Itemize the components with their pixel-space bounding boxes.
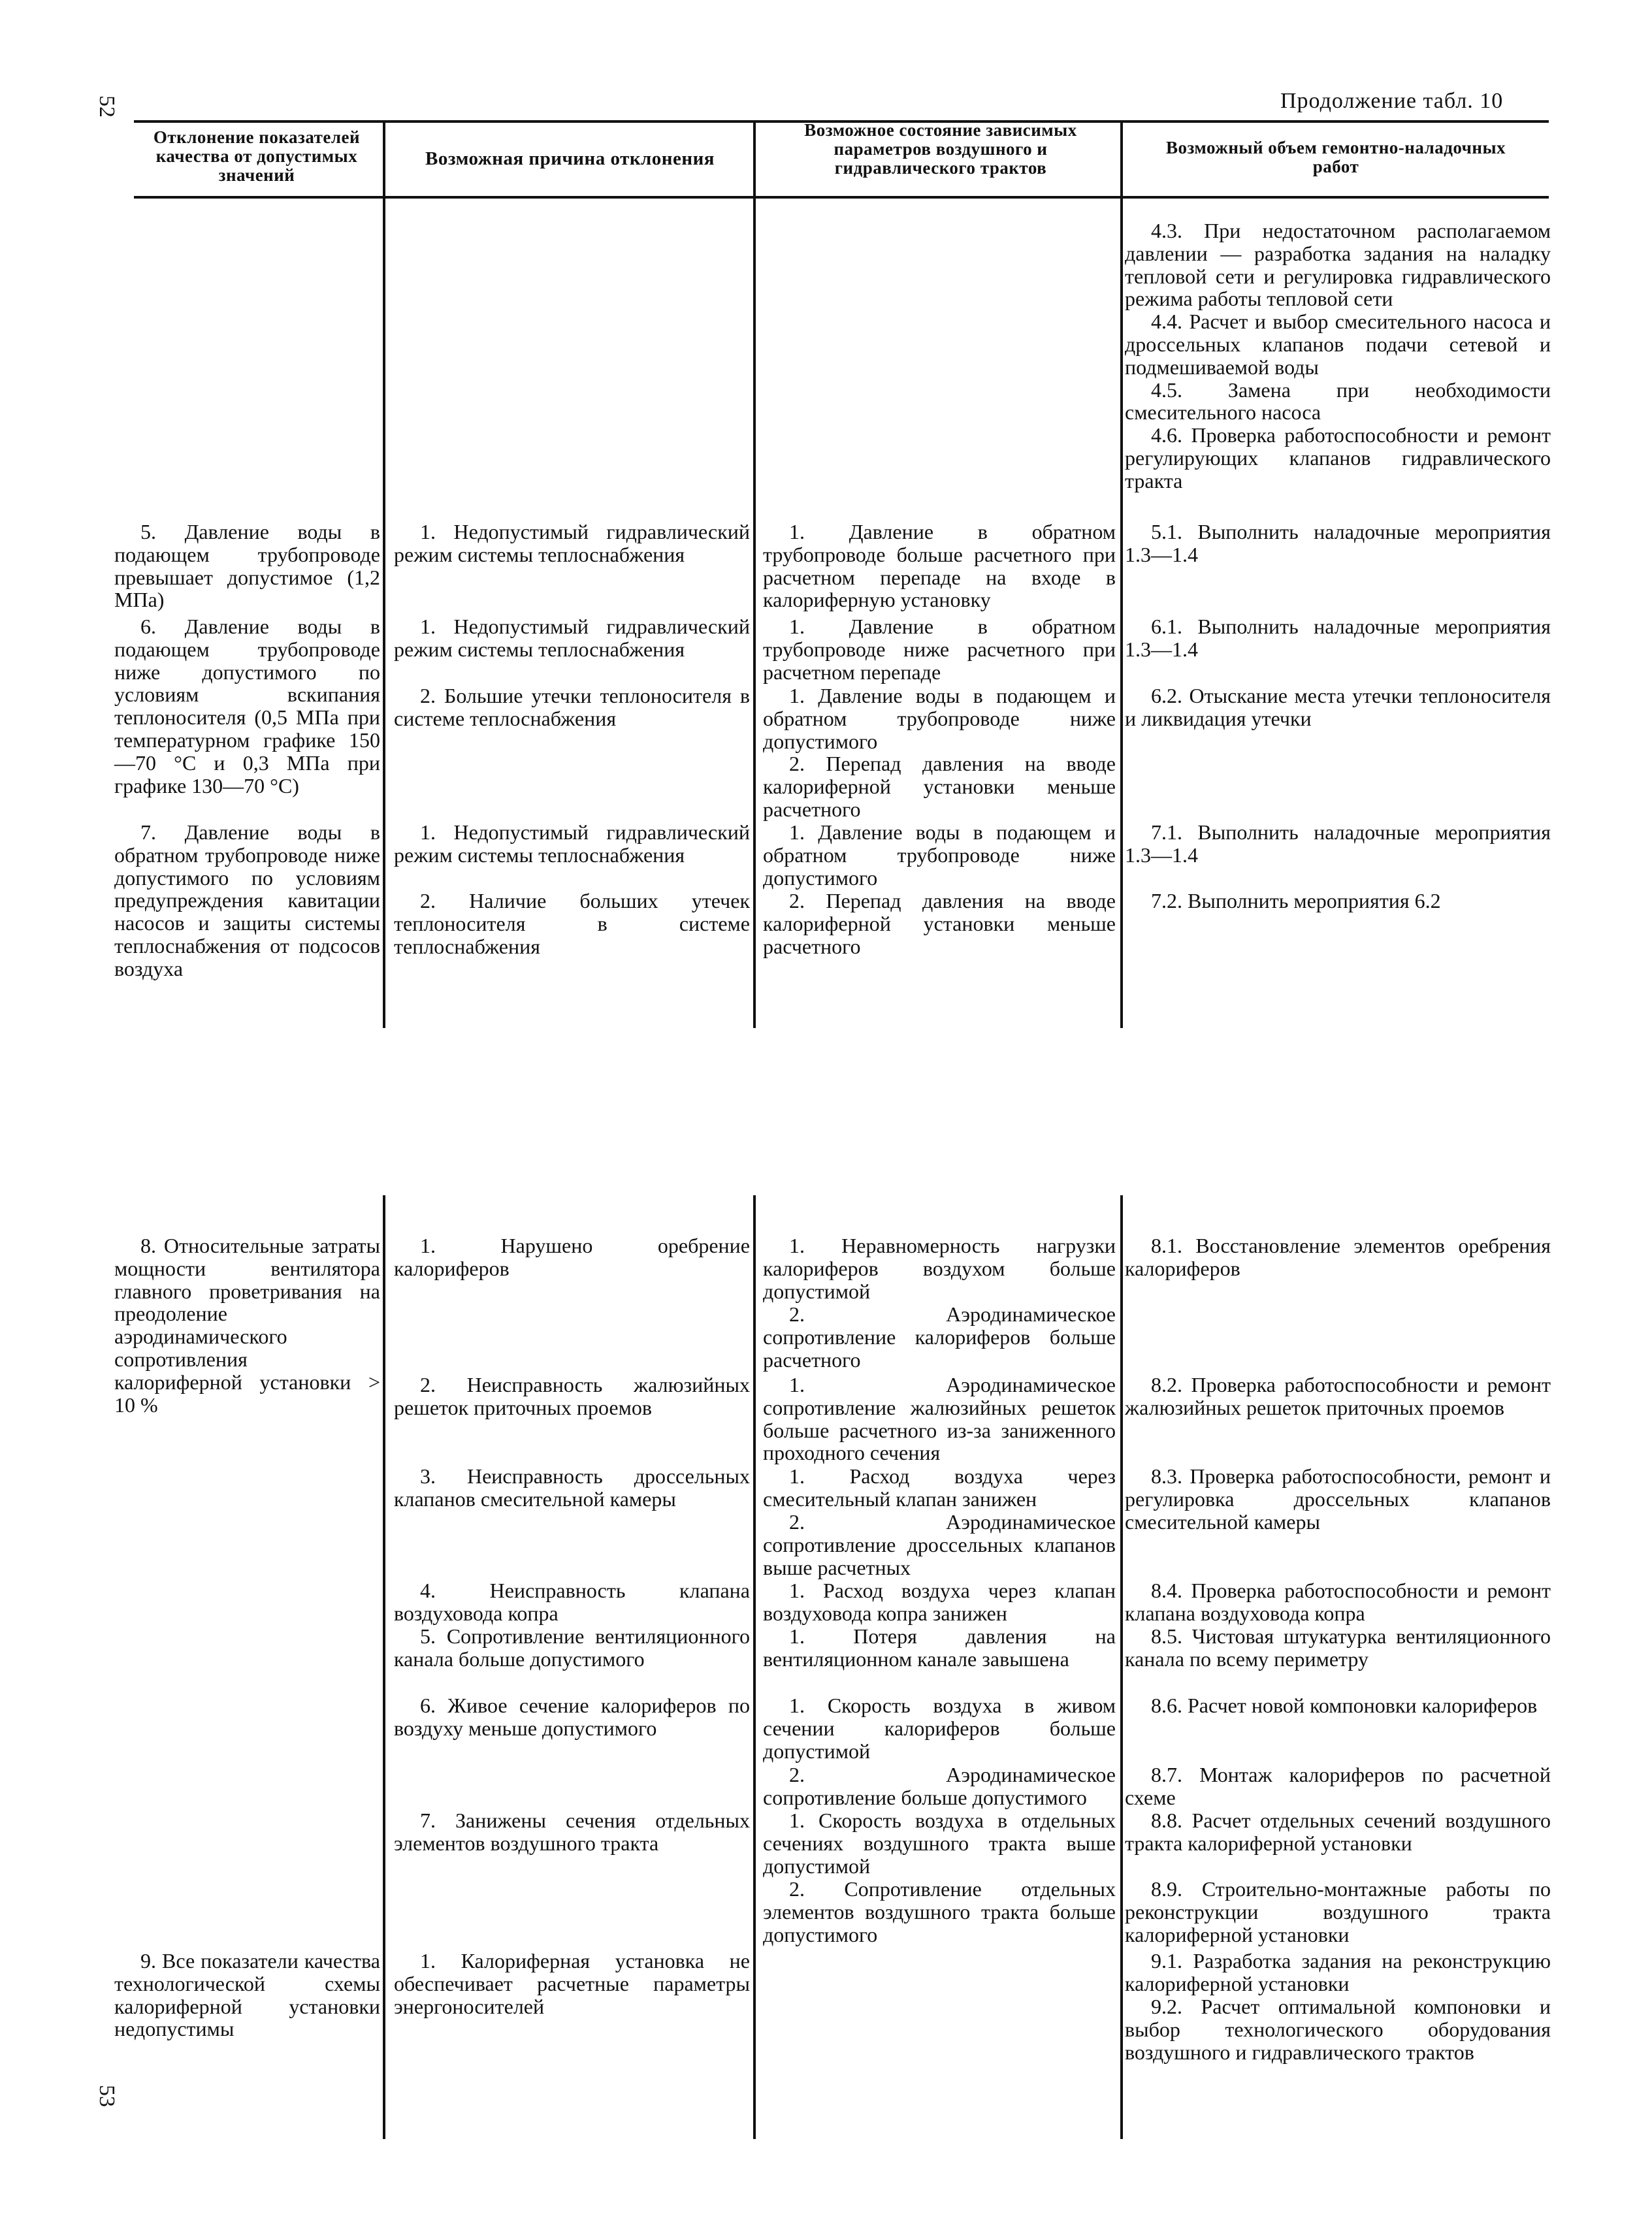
work-item: 4.3. При недостаточном располагаемом давлении — разработка задания на наладку тепловой сети и регулировка гидравлического режима работы тепловой сети	[1125, 219, 1551, 311]
work-8-9: 8.9. Строительно-монтажные работы по реконструкции воздушного тракта калориферной установки	[1125, 1877, 1551, 1946]
work-8-2: 8.2. Проверка работоспособности и ремонт жалюзийных решеток приточных проемов	[1125, 1373, 1551, 1419]
state-8-6: 1. Расход воздуха через клапан воздуховода копра занижен	[763, 1579, 1116, 1625]
deviation-8: 8. Относительные затраты мощности вентилятора главного проветривания на преодоление аэродинамического сопротивления калориферной установки > 10 %	[114, 1234, 380, 1417]
works-list	[1125, 219, 1551, 492]
state-8-5: 2. Аэродинамическое сопротивление дроссельных клапанов выше расчетных	[763, 1510, 1116, 1579]
cause-6-1: 1. Недопустимый гидравлический режим системы теплоснабжения	[394, 615, 750, 661]
cause-8-4: 4. Неисправность клапана воздуховода копра	[394, 1579, 750, 1625]
header-cause: Возможная причина отклонения	[425, 148, 715, 169]
state-8-8: 1. Скорость воздуха в живом сечении калориферов больше допустимой	[763, 1694, 1116, 1763]
work-6-1: 6.1. Выполнить наладочные мероприятия 1.3—1.4	[1125, 615, 1551, 661]
cause-5-1: 1. Недопустимый гидравлический режим системы теплоснабжения	[394, 520, 750, 566]
cause-7-2: 2. Наличие больших утечек теплоносителя в системе теплоснабжения	[394, 889, 750, 958]
work-8-6: 8.6. Расчет новой компоновки калориферов	[1151, 1694, 1538, 1717]
work-7-1: 7.1. Выполнить наладочные мероприятия 1.3—1.4	[1125, 820, 1551, 867]
cause-8-5: 5. Сопротивление вентиляционного канала больше допустимого	[394, 1624, 750, 1671]
state-8-2: 2. Аэродинамическое сопротивление калориферов больше расчетного	[763, 1302, 1116, 1372]
state-7-2: 2. Перепад давления на вводе калориферной установки меньше расчетного	[763, 889, 1116, 958]
header-works: Возможный объем гемонтно-наладочных работ	[1165, 138, 1506, 177]
work-8-8: 8.8. Расчет отдельных сечений воздушного тракта калориферной установки	[1125, 1809, 1551, 1855]
state-8-4: 1. Расход воздуха через смесительный клапан занижен	[763, 1464, 1116, 1511]
work-8-3: 8.3. Проверка работоспособности, ремонт и регулировка дроссельных клапанов смесительной камеры	[1125, 1464, 1551, 1534]
cause-9-1: 1. Калориферная установка не обеспечивает расчетные параметры энергоносителей	[394, 1949, 750, 2018]
state-6-3: 2. Перепад давления на вводе калориферной установки меньше расчетного	[763, 752, 1116, 821]
state-8-9: 2. Аэродинамическое сопротивление больше допустимого	[763, 1763, 1116, 1809]
state-8-10: 1. Скорость воздуха в отдельных сечениях воздушного тракта выше допустимой	[763, 1809, 1116, 1878]
work-9-2: 9.2. Расчет оптимальной компоновки и выбор технологического оборудования воздушного и гидравлического трактов	[1125, 1995, 1551, 2064]
column-divider	[383, 1195, 385, 2139]
column-divider	[1120, 1195, 1123, 2139]
header-deviation: Отклонение показателей качества от допустимых значений	[153, 127, 361, 185]
column-divider	[753, 120, 756, 1028]
work-item: 4.6. Проверка работоспособности и ремонт регулирующих клапанов гидравлического тракта	[1125, 423, 1551, 492]
deviation-6: 6. Давление воды в подающем трубопроводе ниже допустимого по условиям вскипания теплоносителя (0,5 МПа при температурном графике 150—70 °С и 0,3 МПа при графике 130—70 °С)	[114, 615, 380, 797]
deviation-5: 5. Давление воды в подающем трубопроводе превышает допустимое (1,2 МПа)	[114, 520, 380, 612]
cause-8-6: 6. Живое сечение калориферов по воздуху меньше допустимого	[394, 1694, 750, 1740]
work-8-5: 8.5. Чистовая штукатурка вентиляционного канала по всему периметру	[1125, 1624, 1551, 1671]
cause-8-1: 1. Нарушено оребрение калориферов	[394, 1234, 750, 1280]
cause-6-2: 2. Большие утечки теплоносителя в системе теплоснабжения	[394, 684, 750, 730]
table-continuation-title: Продолжение табл. 10	[1280, 89, 1504, 113]
cause-7-1: 1. Недопустимый гидравлический режим системы теплоснабжения	[394, 820, 750, 867]
work-8-4: 8.4. Проверка работоспособности и ремонт клапана воздуховода копра	[1125, 1579, 1551, 1625]
header-state: Возможное состояние зависимых параметров воздушного и гидравлического трактов	[804, 120, 1077, 178]
work-5-1: 5.1. Выполнить наладочные мероприятия 1.3—1.4	[1125, 520, 1551, 566]
work-8-1: 8.1. Восстановление элементов оребрения калориферов	[1125, 1234, 1551, 1280]
state-8-11: 2. Сопротивление отдельных элементов воздушного тракта больше допустимого	[763, 1877, 1116, 1946]
state-8-1: 1. Неравномерность нагрузки калориферов воздухом больше допустимой	[763, 1234, 1116, 1303]
work-9-1: 9.1. Разработка задания на реконструкцию калориферной установки	[1125, 1949, 1551, 1995]
work-8-7: 8.7. Монтаж калориферов по расчетной схеме	[1125, 1763, 1551, 1809]
state-5-1: 1. Давление в обратном трубопроводе больше расчетного при расчетном перепаде на входе в калориферную установку	[763, 520, 1116, 612]
state-7-1: 1. Давление воды в подающем и обратном трубопроводе ниже допустимого	[763, 820, 1116, 890]
deviation-9: 9. Все показатели качества технологической схемы калориферной установки недопустимы	[114, 1949, 380, 2041]
state-8-3: 1. Аэродинамическое сопротивление жалюзийных решеток больше расчетного из-за заниженного проходного сечения	[763, 1373, 1116, 1465]
cause-8-3: 3. Неисправность дроссельных клапанов смесительной камеры	[394, 1464, 750, 1511]
page-number-bottom: 53	[95, 2085, 119, 2107]
column-divider	[1120, 120, 1123, 1028]
deviation-7: 7. Давление воды в обратном трубопроводе ниже допустимого по условиям предупреждения кавитации насосов и защиты системы теплоснабжения от подсосов воздуха	[114, 820, 380, 980]
state-6-1: 1. Давление в обратном трубопроводе ниже расчетного при расчетном перепаде	[763, 615, 1116, 684]
work-item: 4.5. Замена при необходимости смесительного насоса	[1125, 378, 1551, 425]
page-number-top: 52	[95, 95, 119, 118]
work-7-2: 7.2. Выполнить мероприятия 6.2	[1151, 889, 1441, 912]
work-item: 4.4. Расчет и выбор смесительного насоса и дроссельных клапанов подачи сетевой и подмешиваемой воды	[1125, 310, 1551, 379]
column-divider	[383, 120, 385, 1028]
header-bottom-rule	[134, 196, 1549, 199]
cause-8-7: 7. Занижены сечения отдельных элементов воздушного тракта	[394, 1809, 750, 1855]
work-6-2: 6.2. Отыскание места утечки теплоносителя и ликвидация утечки	[1125, 684, 1551, 730]
state-8-7: 1. Потеря давления на вентиляционном канале завышена	[763, 1624, 1116, 1671]
state-6-2: 1. Давление воды в подающем и обратном трубопроводе ниже допустимого	[763, 684, 1116, 753]
column-divider	[753, 1195, 756, 2139]
cause-8-2: 2. Неисправность жалюзийных решеток приточных проемов	[394, 1373, 750, 1419]
